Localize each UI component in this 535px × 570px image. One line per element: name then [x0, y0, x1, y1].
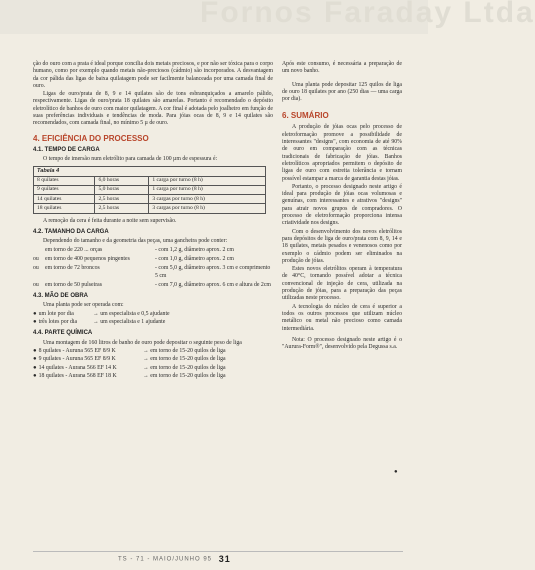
summary-paragraph-1: A produção de jóias ocas pelo processo de eletroformação promove a possibilidade de interessantes "designs", com economia de até 90% de ouro em comparação com as técnicas tradicionais de fabricação de jóias. Banhos eletrolíticos apropriados permitem o depósito de ligas de ouro com estreita tolerância e tornam possível estampar a marca de garantia destas jóias.	[282, 124, 402, 182]
page-footer	[118, 554, 231, 564]
right-column	[282, 61, 402, 352]
labor-paragraph: Uma planta pode ser operada com:	[43, 302, 124, 309]
table-row	[34, 176, 266, 185]
table-cell: 6,0 horas	[95, 176, 149, 185]
table-cell: 1 carga por turno (8 h)	[149, 185, 266, 194]
header-title: Fornos Faraday Ltda	[200, 0, 535, 29]
practice-paragraph: Uma montagem de 160 litros de banho de ouro pode depositar o seguinte peso de liga	[43, 339, 242, 346]
left-column	[33, 61, 273, 381]
summary-paragraph-5: A tecnologia do núcleo de cera é superior a todos os outros processos que utilizam núcleo metálico ou metal não precioso como camada intermediária.	[282, 303, 402, 332]
summary-paragraph-4: Estes novos eletrólitos operam à temperatura de 40°C, tornando possível adotar a técnica convencional de injeção de cera, utilizada na produção de jóias, para a preparação das peças utilizadas neste processo.	[282, 266, 402, 302]
section-summary-heading: 6. SUMÁRIO	[282, 111, 329, 121]
list-item	[33, 265, 273, 280]
list-item	[33, 256, 273, 263]
list-item	[33, 247, 273, 254]
alloy-name: 8 quilates - Auruna 565 EF 8/9 K	[38, 347, 116, 354]
bullet-icon: ●	[33, 356, 37, 363]
list-item-conj: ou	[33, 281, 39, 288]
footer-issue: TS - 71 - MAIO/JUNHO 95	[118, 556, 213, 563]
list-item-conj	[33, 247, 45, 254]
table-cell: 14 quilates	[34, 195, 95, 204]
note-paragraph: Nota: O processo designado neste artigo é o "Aurura-Form®", desenvolvido pela Degussa s.a.	[282, 336, 402, 351]
list-item-detail: - com 1,2 g, diâmetro aprox. 2 cm	[155, 246, 234, 253]
list-item-detail: - com 5,0 g, diâmetro aprox. 3 cm e comprimento 5 cm	[155, 265, 271, 279]
list-item	[33, 311, 273, 318]
subsection-load-time-heading: 4.1. TEMPO DE CARGA	[33, 146, 100, 153]
summary-paragraph-3: Com o desenvolvimento dos novos eletrólitos para depósitos de liga de ouro/prata com 8, 9, 14 e 18 quilates, metais pesados e venenosos como por exemplo o cádmio podem ser eliminados na produção de jóias.	[282, 228, 402, 264]
list-item	[33, 365, 273, 372]
alloy-yield: → em torno de 15-20 quilos de liga	[143, 356, 226, 363]
list-item	[33, 348, 273, 355]
labor-staff: → um especialista e 0,5 ajudante	[93, 310, 170, 317]
list-item-conj: ou	[33, 265, 39, 272]
list-item-detail: - com 1,0 g, diâmetro aprox. 2 cm	[155, 255, 234, 262]
footer-divider	[33, 551, 403, 552]
table-cell: 1 carga por turno (8 h)	[149, 176, 266, 185]
list-item-quantity: em torno de 220 ... orças	[45, 246, 103, 253]
subsection-labor-heading: 4.3. MÃO DE OBRA	[33, 293, 89, 300]
section-efficiency-heading: 4. EFICIÊNCIA DO PROCESSO	[33, 133, 149, 143]
load-time-paragraph: O tempo de imersão num eletrólito para camada de 100 µm de espessura é:	[43, 155, 218, 162]
bullet-icon: ●	[33, 372, 37, 379]
table-caption: Tabela 4	[34, 167, 266, 176]
list-item	[33, 282, 273, 289]
page-header-banner	[0, 0, 535, 34]
alloy-name: 9 quilates - Auruna 565 EF 8/9 K	[38, 356, 116, 363]
intro-paragraph-2: Ligas de ouro/prata de 8, 9 e 14 quilates são de tons esbranquiçados a amarelo pálido, respectivamente. Ligas de ouro/prata 18 quilates são amarelas. Portanto é recomendado o depósito eletrolítico de banhos de ouro com maior quilatagem. A cor final é adotada pelo joalheiro em função de suas preferências individuais e tendências de moda. Para jóias ocas de 8, 9 e 14 quilates são recomendados, com camada final, no mínimo 5 µ de ouro.	[33, 91, 273, 127]
alloy-yield: → em torno de 15-20 quilos de liga	[143, 364, 226, 371]
right-paragraph-2: Uma planta pode depositar 125 quilos de liga de ouro 18 quilates por ano (250 dias — uma carga por dia).	[282, 81, 402, 103]
table-row	[34, 204, 266, 213]
end-of-article-icon: ●	[394, 469, 398, 475]
table-cell: 8 quilates	[34, 176, 95, 185]
table-4	[33, 166, 266, 213]
intro-paragraph-1: ção do ouro com a prata é ideal porque concilia dois metais preciosos, e por não ser tóxica para o corpo humano, como por exemplo quando metais não-preciosos (cádmio) são incorporados. A desvantagem da cor pálida das ligas de baixa quilatagem pode ser facilmente balanceada por uma camada final de ouro.	[33, 61, 273, 89]
alloy-yield: → em torno de 15-20 quilos de liga	[143, 347, 226, 354]
alloy-name: 14 quilates - Aurana 566 EF 14 K	[38, 364, 117, 371]
list-item-conj: ou	[33, 255, 39, 262]
list-item	[33, 356, 273, 363]
alloy-yield: → em torno de 15-20 quilos de liga	[143, 372, 226, 379]
list-item	[33, 319, 273, 326]
labor-option: três lotes por dia	[38, 319, 78, 326]
bullet-icon: ●	[33, 310, 37, 317]
table-cell: 5,0 horas	[95, 185, 149, 194]
table-row	[34, 195, 266, 204]
list-item-detail: - com 7,0 g, diâmetro aprox. 6 cm e altura de 2cm	[155, 281, 271, 288]
wax-removal-paragraph: A remoção da cera é feita durante a noite sem supervisão.	[43, 217, 177, 224]
list-item	[33, 373, 273, 380]
table-cell: 18 quilates	[34, 204, 95, 213]
bullet-icon: ●	[33, 319, 37, 326]
list-item-quantity: em torno de 50 pulseiras	[45, 281, 102, 288]
bullet-icon: ●	[33, 364, 37, 371]
list-item-quantity: em torno de 400 pequenos pingentes	[45, 255, 130, 262]
bullet-icon: ●	[33, 347, 37, 354]
table-cell: 3 cargas por turno (8 h)	[149, 195, 266, 204]
subsection-load-size-heading: 4.2. TAMANHO DA CARGA	[33, 229, 109, 236]
subsection-practice-heading: 4.4. PARTE QUÍMICA	[33, 330, 93, 337]
labor-option: um lote por dia	[38, 310, 74, 317]
summary-paragraph-2: Portanto, o processo designado neste artigo é ideal para produção de jóias ocas volumosas e genuínas, com interessantes e atrativos "designs" para atrair novos grupos de compradores. O processo de eletroformação proporciona intensa criatividade nos designs.	[282, 183, 402, 227]
labor-staff: → um especialista e 1 ajudante	[93, 319, 166, 326]
table-row	[34, 185, 266, 194]
table-cell: 9 quilates	[34, 185, 95, 194]
table-cell: 3 cargas por turno (8 h)	[149, 204, 266, 213]
list-item-quantity: em torno de 72 broncos	[45, 265, 100, 272]
page-number: 31	[218, 554, 231, 564]
table-cell: 2,5 horas	[95, 204, 149, 213]
right-paragraph-1: Após este consumo, é necessária a preparação de um novo banho.	[282, 61, 402, 75]
load-size-paragraph: Dependendo do tamanho e da geometria das peças, uma gancheira pode conter:	[43, 238, 228, 245]
table-cell: 2,5 horas	[95, 195, 149, 204]
alloy-name: 18 quilates - Aurana 568 EF 18 K	[38, 372, 117, 379]
